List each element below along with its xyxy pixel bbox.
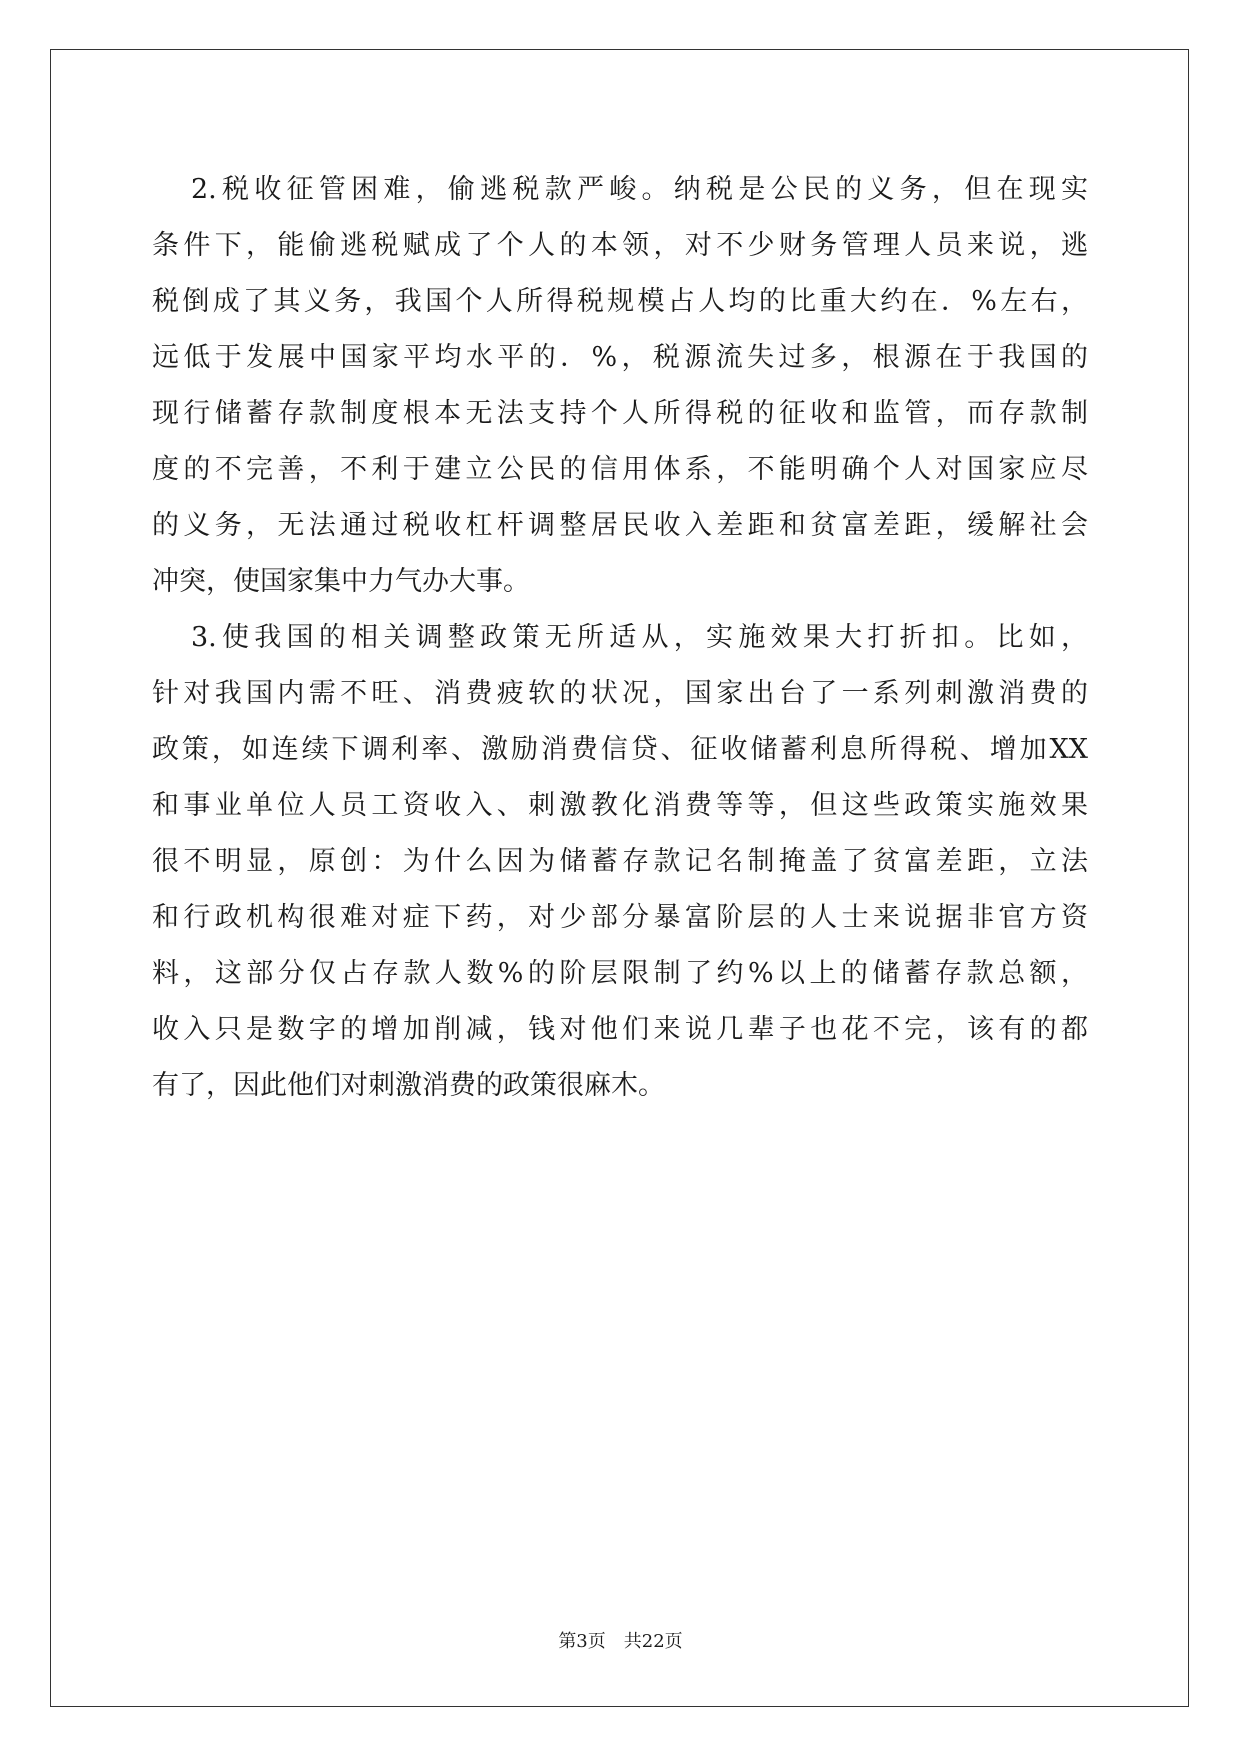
paragraph-1-line-7: 的义务，无法通过税收杠杆调整居民收入差距和贫富差距，缓解社会 [152, 510, 1088, 541]
paragraph-1-line-8: 冲突，使国家集中力气办大事。 [152, 566, 530, 597]
page-footer [0, 1630, 1241, 1654]
paragraph-1-line-4: 远低于发展中国家平均水平的．%，税源流失过多，根源在于我国的 [152, 342, 1088, 373]
paragraph-1-line-2: 条件下，能偷逃税赋成了个人的本领，对不少财务管理人员来说，逃 [152, 230, 1088, 261]
total-pages: 共22页 [623, 1631, 683, 1652]
paragraph-2-line-7: 料，这部分仅占存款人数%的阶层限制了约%以上的储蓄存款总额， [152, 958, 1088, 989]
paragraph-2-line-4: 和事业单位人员工资收入、刺激教化消费等等，但这些政策实施效果 [152, 790, 1088, 821]
paragraph-2-line-1: 3.使我国的相关调整政策无所适从，实施效果大打折扣。比如， [191, 622, 1088, 653]
paragraph-2-line-2: 针对我国内需不旺、消费疲软的状况，国家出台了一系列刺激消费的 [152, 678, 1088, 709]
paragraph-1-line-3: 税倒成了其义务，我国个人所得税规模占人均的比重大约在．%左右， [152, 286, 1088, 317]
paragraph-2-line-5: 很不明显，原创：为什么因为储蓄存款记名制掩盖了贫富差距，立法 [152, 846, 1088, 877]
page-number: 第3页 [558, 1631, 606, 1652]
paragraph-2-line-3: 政策，如连续下调利率、激励消费信贷、征收储蓄利息所得税、增加XX [152, 734, 1088, 765]
paragraph-1-line-5: 现行储蓄存款制度根本无法支持个人所得税的征收和监管，而存款制 [152, 398, 1088, 429]
paragraph-2-line-8: 收入只是数字的增加削减，钱对他们来说几辈子也花不完，该有的都 [152, 1014, 1088, 1045]
paragraph-2-line-6: 和行政机构很难对症下药，对少部分暴富阶层的人士来说据非官方资 [152, 902, 1088, 933]
paragraph-2-line-9: 有了，因此他们对刺激消费的政策很麻木。 [152, 1070, 665, 1101]
paragraph-1-line-1: 2.税收征管困难，偷逃税款严峻。纳税是公民的义务，但在现实 [191, 174, 1088, 205]
paragraph-1-line-6: 度的不完善，不利于建立公民的信用体系，不能明确个人对国家应尽 [152, 454, 1088, 485]
